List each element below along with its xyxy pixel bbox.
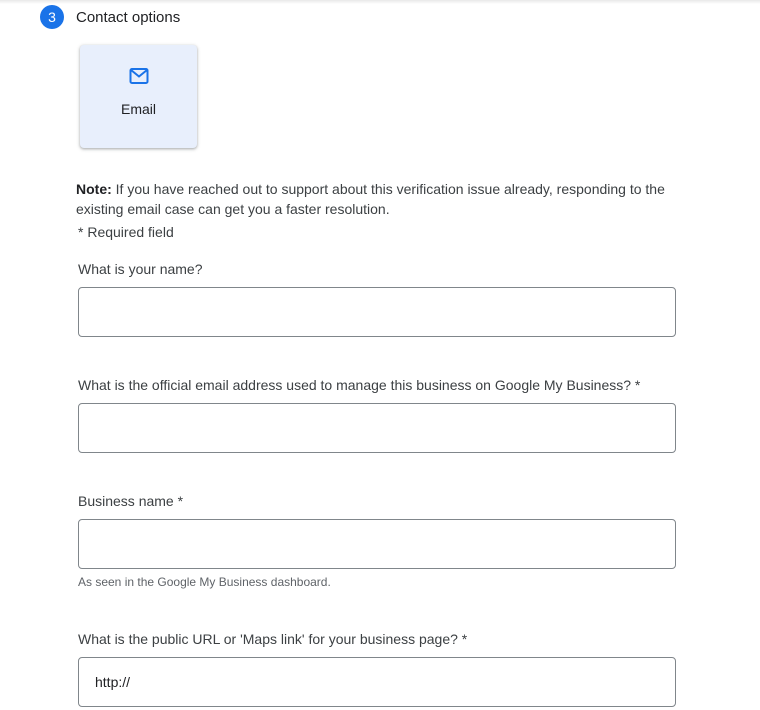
business-url-label: What is the public URL or 'Maps link' for your business page? *: [78, 631, 468, 647]
name-label: What is your name?: [78, 261, 203, 277]
mail-icon: [129, 67, 149, 85]
note-prefix: Note:: [76, 181, 112, 197]
name-input[interactable]: [78, 287, 676, 337]
step-number-badge: 3: [40, 5, 64, 29]
business-name-label: Business name *: [78, 493, 184, 509]
contact-option-email[interactable]: [80, 45, 197, 148]
business-name-input[interactable]: [78, 519, 676, 569]
support-note: [76, 179, 676, 219]
email-input[interactable]: [78, 403, 676, 453]
email-label: What is the official email address used to manage this business on Google My Business? *: [78, 377, 641, 393]
business-url-input[interactable]: [78, 657, 676, 707]
top-shadow: [0, 0, 760, 4]
required-field-note: * Required field: [78, 224, 174, 240]
contact-option-label: Email: [120, 101, 156, 117]
step-title: Contact options: [76, 8, 181, 26]
step-header: [40, 5, 180, 29]
note-text: If you have reached out to support about this verification issue already, responding to the existing email case can get you a faster resolution.: [76, 181, 665, 217]
business-name-hint: As seen in the Google My Business dashboard.: [78, 575, 331, 589]
